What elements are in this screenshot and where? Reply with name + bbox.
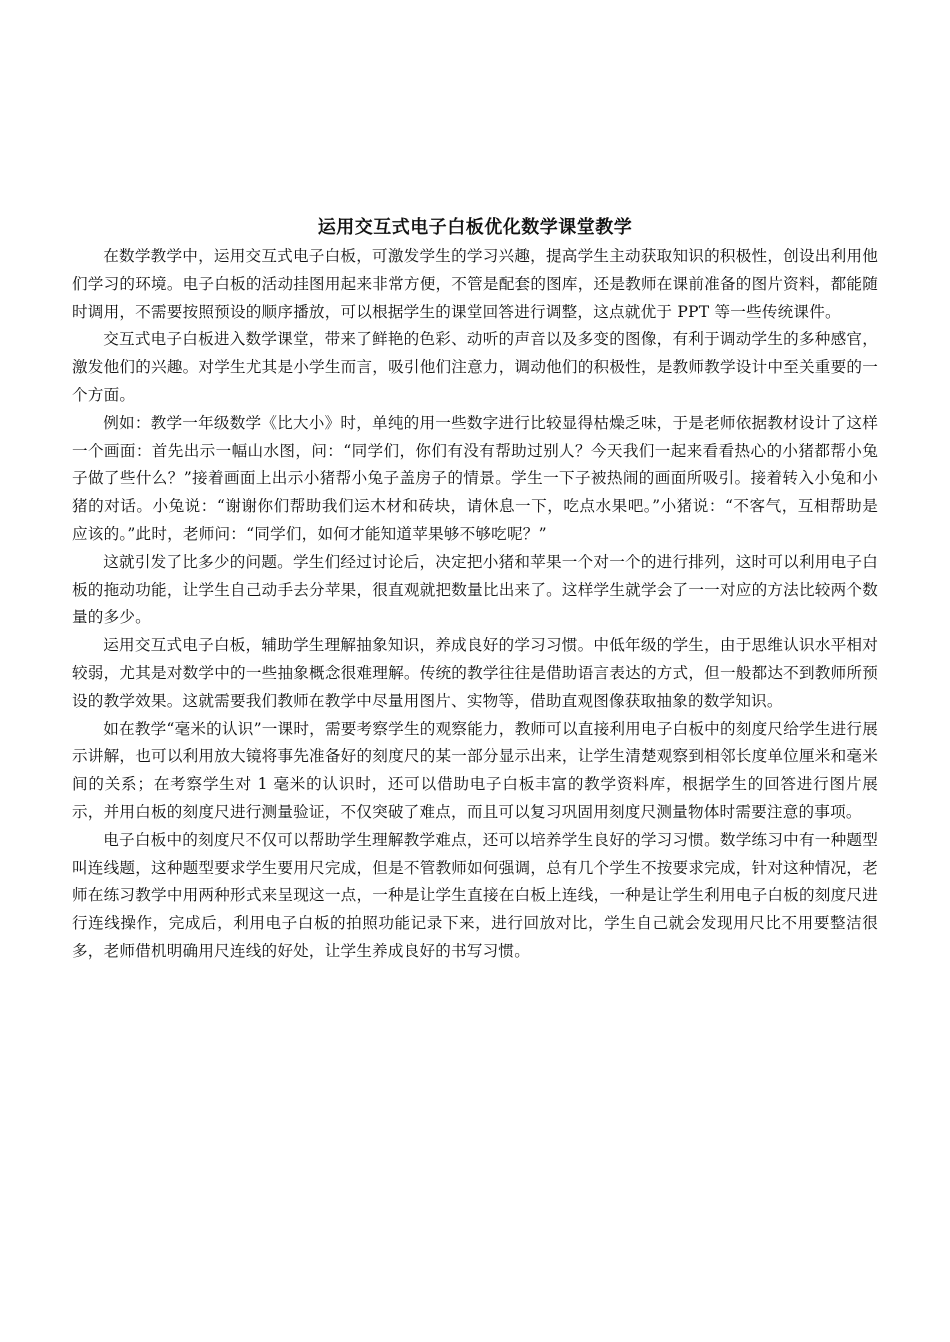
- document-title: 运用交互式电子白板优化数学课堂教学: [317, 217, 633, 238]
- paragraph-ruler-habits: 电子白板中的刻度尺不仅可以帮助学生理解教学难点，还可以培养学生良好的学习习惯。数学练习中有一种题型叫连线题，这种题型要求学生要用尺完成，但是不管教师如何强调，总有几个学生不按要求完成，针对这种情况，老师在练习教学中用两种形式来呈现这一点，一种是让学生直接在白板上连线，一种是让学生利用电子白板的刻度尺进行连线操作，完成后，利用电子白板的拍照功能记录下来，进行回放对比，学生自己就会发现用尺比不用要整洁很多，老师借机明确用尺连线的好处，让学生养成良好的书写习惯。: [72, 830, 878, 960]
- paragraph-comparison: 这就引发了比多少的问题。学生们经过讨论后，决定把小猪和苹果一个对一个的进行排列，这时可以利用电子白板的拖动功能，让学生自己动手去分苹果，很直观就把数量比出来了。这样学生就学会了一一对应的方法比较两个数量的多少。: [72, 552, 878, 627]
- paragraph-example: 例如：教学一年级数学《比大小》时，单纯的用一些数字进行比较显得枯燥乏味，于是老师依据教材设计了这样一个画面：首先出示一幅山水图，问：“同学们，你们有没有帮助过别人？今天我们一起来看看热心的小猪都帮小兔子做了些什么？”接着画面上出示小猪帮小兔子盖房子的情景。学生一下子被热闹的画面所吸引。接着转入小兔和小猪的对话。小兔说：“谢谢你们帮助我们运木材和砖块，请休息一下，吃点水果吧。”小猪说：“不客气，互相帮助是应该的。”此时，老师问：“同学们，如何才能知道苹果够不够吃呢？”: [72, 413, 878, 543]
- paragraph-millimeter: 如在教学“毫米的认识”一课时，需要考察学生的观察能力，教师可以直接利用电子白板中的刻度尺给学生进行展示讲解，也可以利用放大镜将事先准备好的刻度尺的某一部分显示出来，让学生清楚观察到相邻长度单位厘米和毫米间的关系；在考察学生对 1 毫米的认识时，还可以借助电子白板丰富的教学资料库，根据学生的回答进行图片展示，并用白板的刻度尺进行测量验证，不仅突破了难点，而且可以复习巩固用刻度尺测量物体时需要注意的事项。: [72, 719, 878, 821]
- paragraph-senses: 交互式电子白板进入数学课堂，带来了鲜艳的色彩、动听的声音以及多变的图像，有利于调动学生的多种感官，激发他们的兴趣。对学生尤其是小学生而言，吸引他们注意力，调动他们的积极性，是教师教学设计中至关重要的一个方面。: [72, 330, 878, 404]
- document-page: [72, 215, 878, 966]
- paragraph-intro: 在数学教学中，运用交互式电子白板，可激发学生的学习兴趣，提高学生主动获取知识的积极性，创设出利用他们学习的环境。电子白板的活动挂图用起来非常方便，不管是配套的图库，还是教师在课前准备的图片资料，都能随时调用，不需要按照预设的顺序播放，可以根据学生的课堂回答进行调整，这点就优于 PPT 等一些传统课件。: [72, 247, 878, 321]
- paragraph-abstract-knowledge: 运用交互式电子白板，辅助学生理解抽象知识，养成良好的学习习惯。中低年级的学生，由于思维认识水平相对较弱，尤其是对数学中的一些抽象概念很难理解。传统的教学往往是借助语言表达的方式，但一般都达不到教师所预设的教学效果。这就需要我们教师在教学中尽量用图片、实物等，借助直观图像获取抽象的数学知识。: [72, 636, 878, 710]
